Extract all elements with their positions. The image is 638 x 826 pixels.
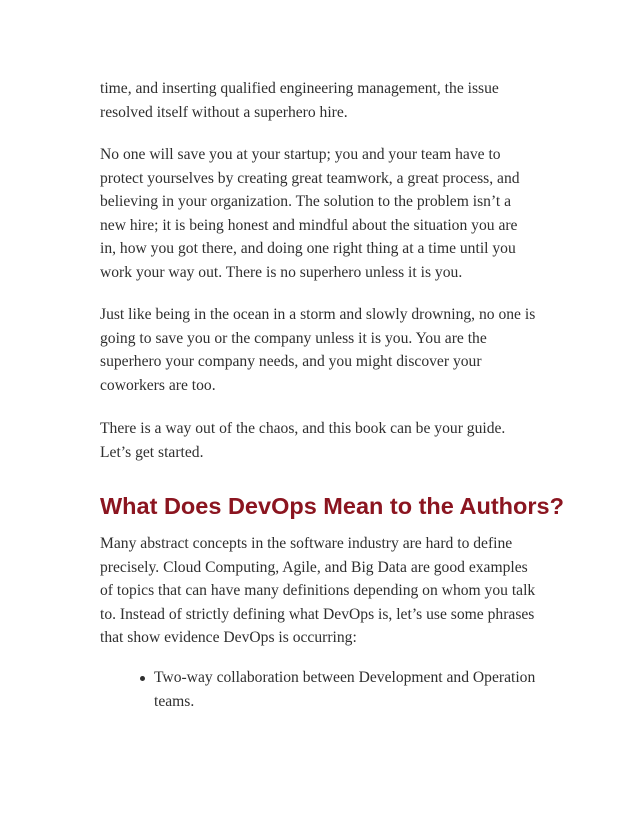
devops-evidence-list: [100, 666, 540, 713]
text-line: that show evidence DevOps is occurring:: [100, 629, 357, 646]
text-line: new hire; it is being honest and mindful about the situation you are: [100, 216, 518, 234]
text-line: time, and inserting qualified engineering management, the issue: [100, 80, 499, 97]
text-line: protect yourselves by creating great teamwork, a great process, and: [100, 169, 520, 187]
text-line: in, how you got there, and doing one right thing at a time until you: [100, 240, 516, 257]
text-line: superhero your company needs, and you might discover your: [100, 353, 482, 370]
text-line: There is a way out of the chaos, and this book can be your guide.: [100, 420, 506, 437]
section-heading: What Does DevOps Mean to the Authors?: [100, 493, 564, 519]
text-line: teams.: [154, 692, 195, 710]
text-line: Let’s get started.: [100, 443, 204, 461]
text-line: Many abstract concepts in the software industry are hard to define: [100, 535, 513, 552]
paragraph-ocean-storm: [100, 303, 540, 397]
text-line: to. Instead of strictly defining what DevOps is, let’s use some phrases: [100, 605, 535, 623]
paragraph-devops-intro: [100, 532, 540, 650]
text-line: No one will save you at your startup; you and your team have to: [100, 146, 501, 163]
text-line: believing in your organization. The solution to the problem isn’t a: [100, 193, 512, 210]
text-line: coworkers are too.: [100, 376, 216, 394]
paragraph-no-one-will-save-you: [100, 143, 540, 284]
text-line: going to save you or the company unless it is you. You are the: [100, 329, 487, 347]
list-item: [100, 666, 540, 713]
text-line: resolved itself without a superhero hire.: [100, 103, 348, 121]
paragraph-superhero-hire: [100, 77, 540, 124]
paragraph-way-out: [100, 417, 540, 464]
text-line: precisely. Cloud Computing, Agile, and Big Data are good examples: [100, 558, 528, 576]
bullet-icon: [140, 676, 145, 681]
text-line: Two-way collaboration between Development and Operation: [154, 669, 536, 686]
text-line: Just like being in the ocean in a storm and slowly drowning, no one is: [100, 306, 536, 323]
text-line: of topics that can have many definitions depending on whom you talk: [100, 582, 536, 599]
text-line: work your way out. There is no superhero unless it is you.: [100, 263, 463, 281]
